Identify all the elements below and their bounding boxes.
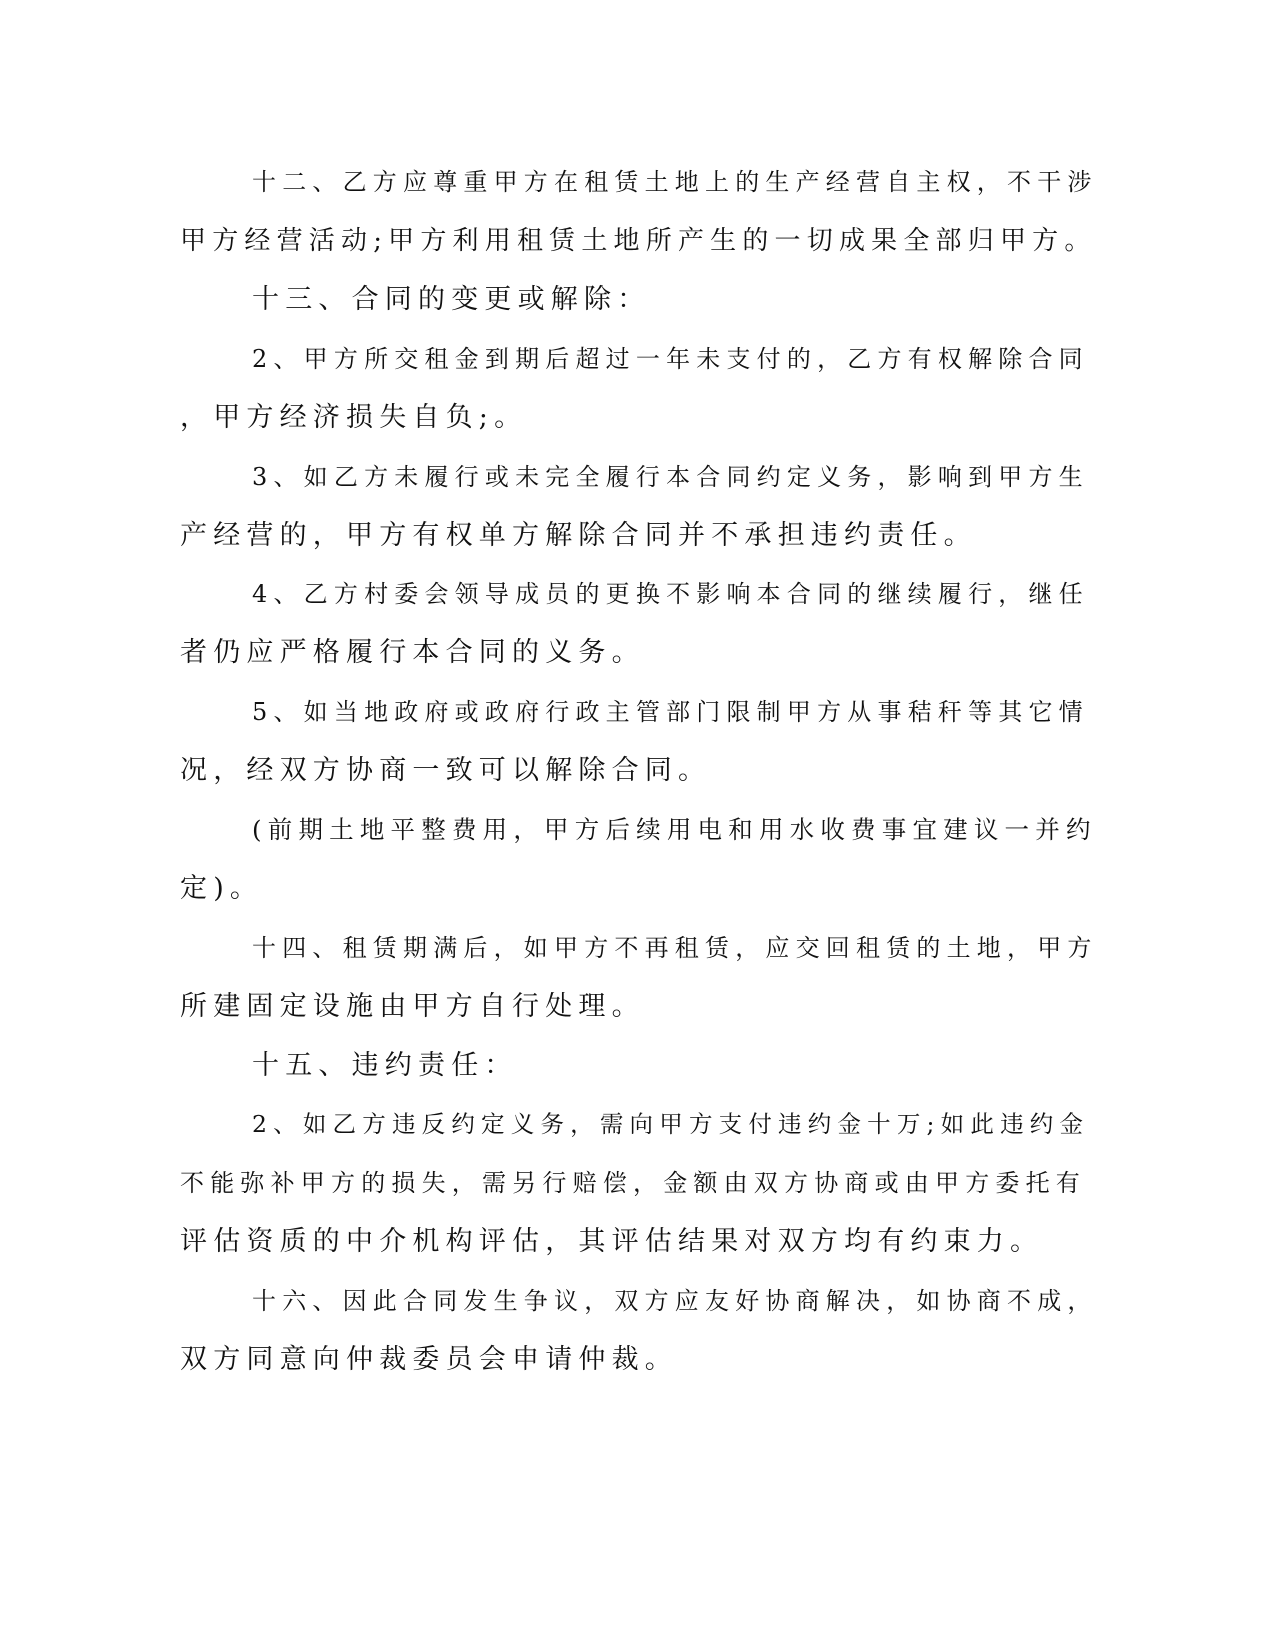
text-line: 定)。 — [180, 873, 264, 904]
text-line: 3、如乙方未履行或未完全履行本合同约定义务，影响到甲方生 — [252, 463, 1089, 491]
text-line: 5、如当地政府或政府行政主管部门限制甲方从事秸秆等其它情 — [252, 698, 1089, 726]
text-line: 十五、违约责任： — [252, 1050, 518, 1081]
text-line: 所建固定设施由甲方自行处理。 — [180, 991, 645, 1022]
text-line: (前期土地平整费用，甲方后续用电和用水收费事宜建议一并约 — [252, 815, 1097, 844]
text-line: 况，经双方协商一致可以解除合同。 — [180, 755, 712, 786]
text-line: ，甲方经济损失自负;。 — [180, 402, 528, 433]
text-line: 甲方经营活动;甲方利用租赁土地所产生的一切成果全部归甲方。 — [180, 226, 1097, 256]
text-line: 十四、租赁期满后，如甲方不再租赁，应交回租赁的土地，甲方 — [252, 934, 1098, 962]
text-line: 4、乙方村委会领导成员的更换不影响本合同的继续履行，继任 — [252, 580, 1089, 608]
text-line: 评估资质的中介机构评估，其评估结果对双方均有约束力。 — [180, 1226, 1044, 1257]
text-line: 2、如乙方违反约定义务，需向甲方支付违约金十万;如此违约金 — [252, 1110, 1090, 1138]
text-line: 者仍应严格履行本合同的义务。 — [180, 637, 645, 668]
text-line: 双方同意向仲裁委员会申请仲裁。 — [180, 1344, 678, 1375]
text-line: 十二、乙方应尊重甲方在租赁土地上的生产经营自主权，不干涉 — [252, 168, 1098, 196]
text-line: 十六、因此合同发生争议，双方应友好协商解决，如协商不成， — [252, 1287, 1098, 1315]
text-line: 产经营的，甲方有权单方解除合同并不承担违约责任。 — [180, 520, 977, 551]
text-line: 十三、合同的变更或解除： — [252, 284, 651, 315]
text-line: 不能弥补甲方的损失，需另行赔偿，金额由双方协商或由甲方委托有 — [180, 1169, 1086, 1197]
text-line: 2、甲方所交租金到期后超过一年未支付的，乙方有权解除合同 — [252, 345, 1089, 373]
